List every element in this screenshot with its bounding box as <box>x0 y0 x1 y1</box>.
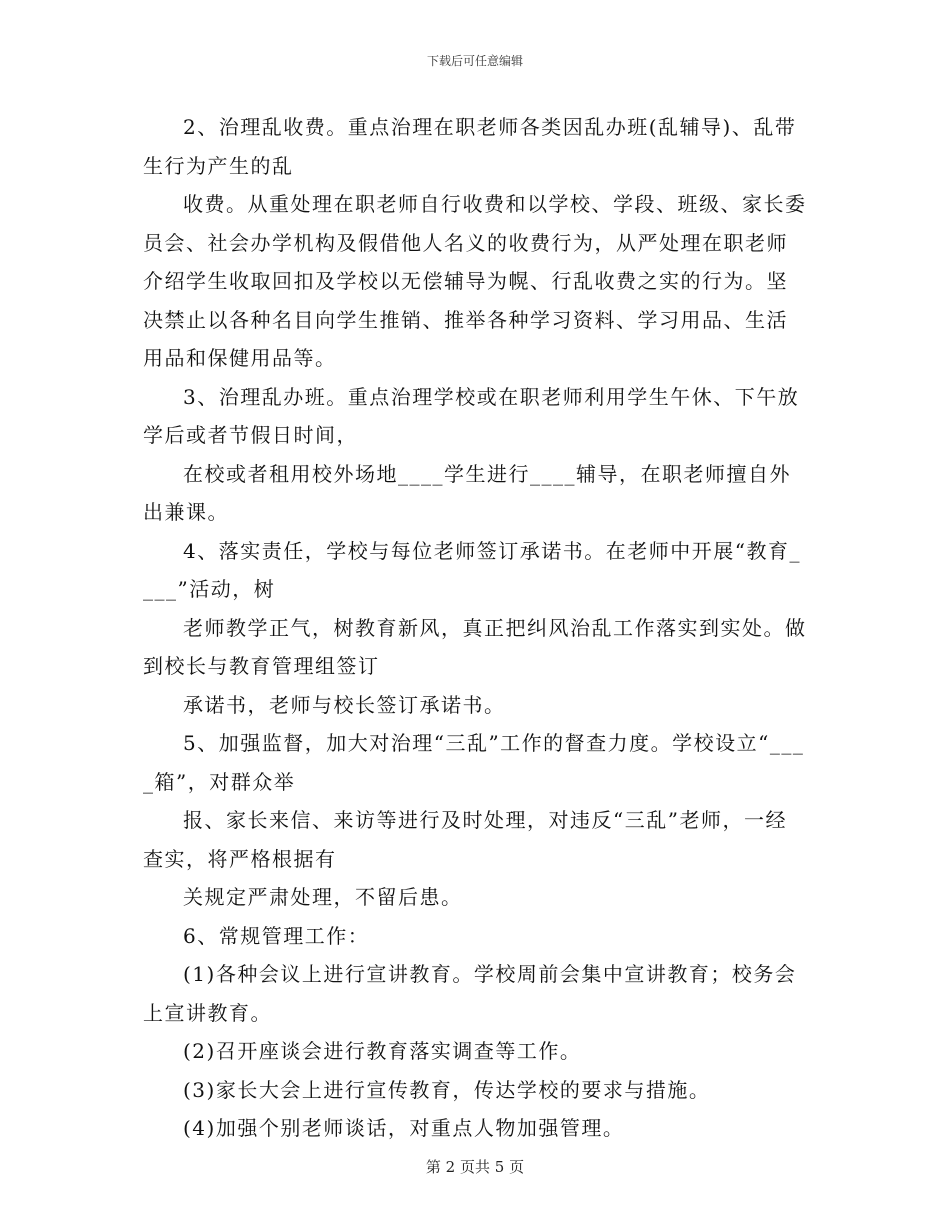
page-header: 下载后可任意编辑 <box>426 54 523 68</box>
paragraph-8: 5、加强监督，加大对治理“三乱”工作的督查力度。学校设立“____箱”，对群众举 <box>143 731 805 794</box>
paragraph-2: 收费。从重处理在职老师自行收费和以学校、学段、班级、家长委员会、社会办学机构及假借他人名义的收费行为，从严处理在职老师介绍学生收取回扣及学校以无偿辅导为幌、行乱收费之实的行为。坚决禁止以各种名目向学生推销、推举各种学习资料、学习用品、生活用品和保健用品等。 <box>143 192 807 370</box>
paragraph-7: 承诺书，老师与校长签订承诺书。 <box>183 692 506 717</box>
paragraph-5: 4、落实责任，学校与每位老师签订承诺书。在老师中开展“教育____”活动，树 <box>143 538 801 601</box>
page-footer: 第 2 页共 5 页 <box>425 1158 525 1176</box>
paragraph-6: 老师教学正气，树教育新风，真正把纠风治乱工作落实到实处。做到校长与教育管理组签订 <box>143 615 807 678</box>
paragraph-13: (2)召开座谈会进行教育落实调查等工作。 <box>183 1039 582 1063</box>
paragraph-3: 3、治理乱办班。重点治理学校或在职老师利用学生午休、下午放学后或者节假日时间， <box>143 384 800 447</box>
document-body <box>143 108 808 1148</box>
paragraph-10: 关规定严肃处理，不留后患。 <box>183 885 463 909</box>
paragraph-11: 6、常规管理工作： <box>183 923 370 948</box>
paragraph-14: (3)家长大会上进行宣传教育，传达学校的要求与措施。 <box>183 1077 711 1102</box>
paragraph-15: (4)加强个别老师谈话，对重点人物加强管理。 <box>183 1116 625 1140</box>
paragraph-9: 报、家长来信、来访等进行及时处理，对违反“三乱”老师，一经查实，将严格根据有 <box>143 808 787 871</box>
paragraph-12: (1)各种会议上进行宣讲教育。学校周前会集中宣讲教育；校务会上宣讲教育。 <box>143 962 797 1025</box>
paragraph-4: 在校或者租用校外场地____学生进行____辅导，在职老师擅自外出兼课。 <box>143 461 791 524</box>
paragraph-1: 2、治理乱收费。重点治理在职老师各类因乱办班(乱辅导)、乱带生行为产生的乱 <box>143 115 797 178</box>
